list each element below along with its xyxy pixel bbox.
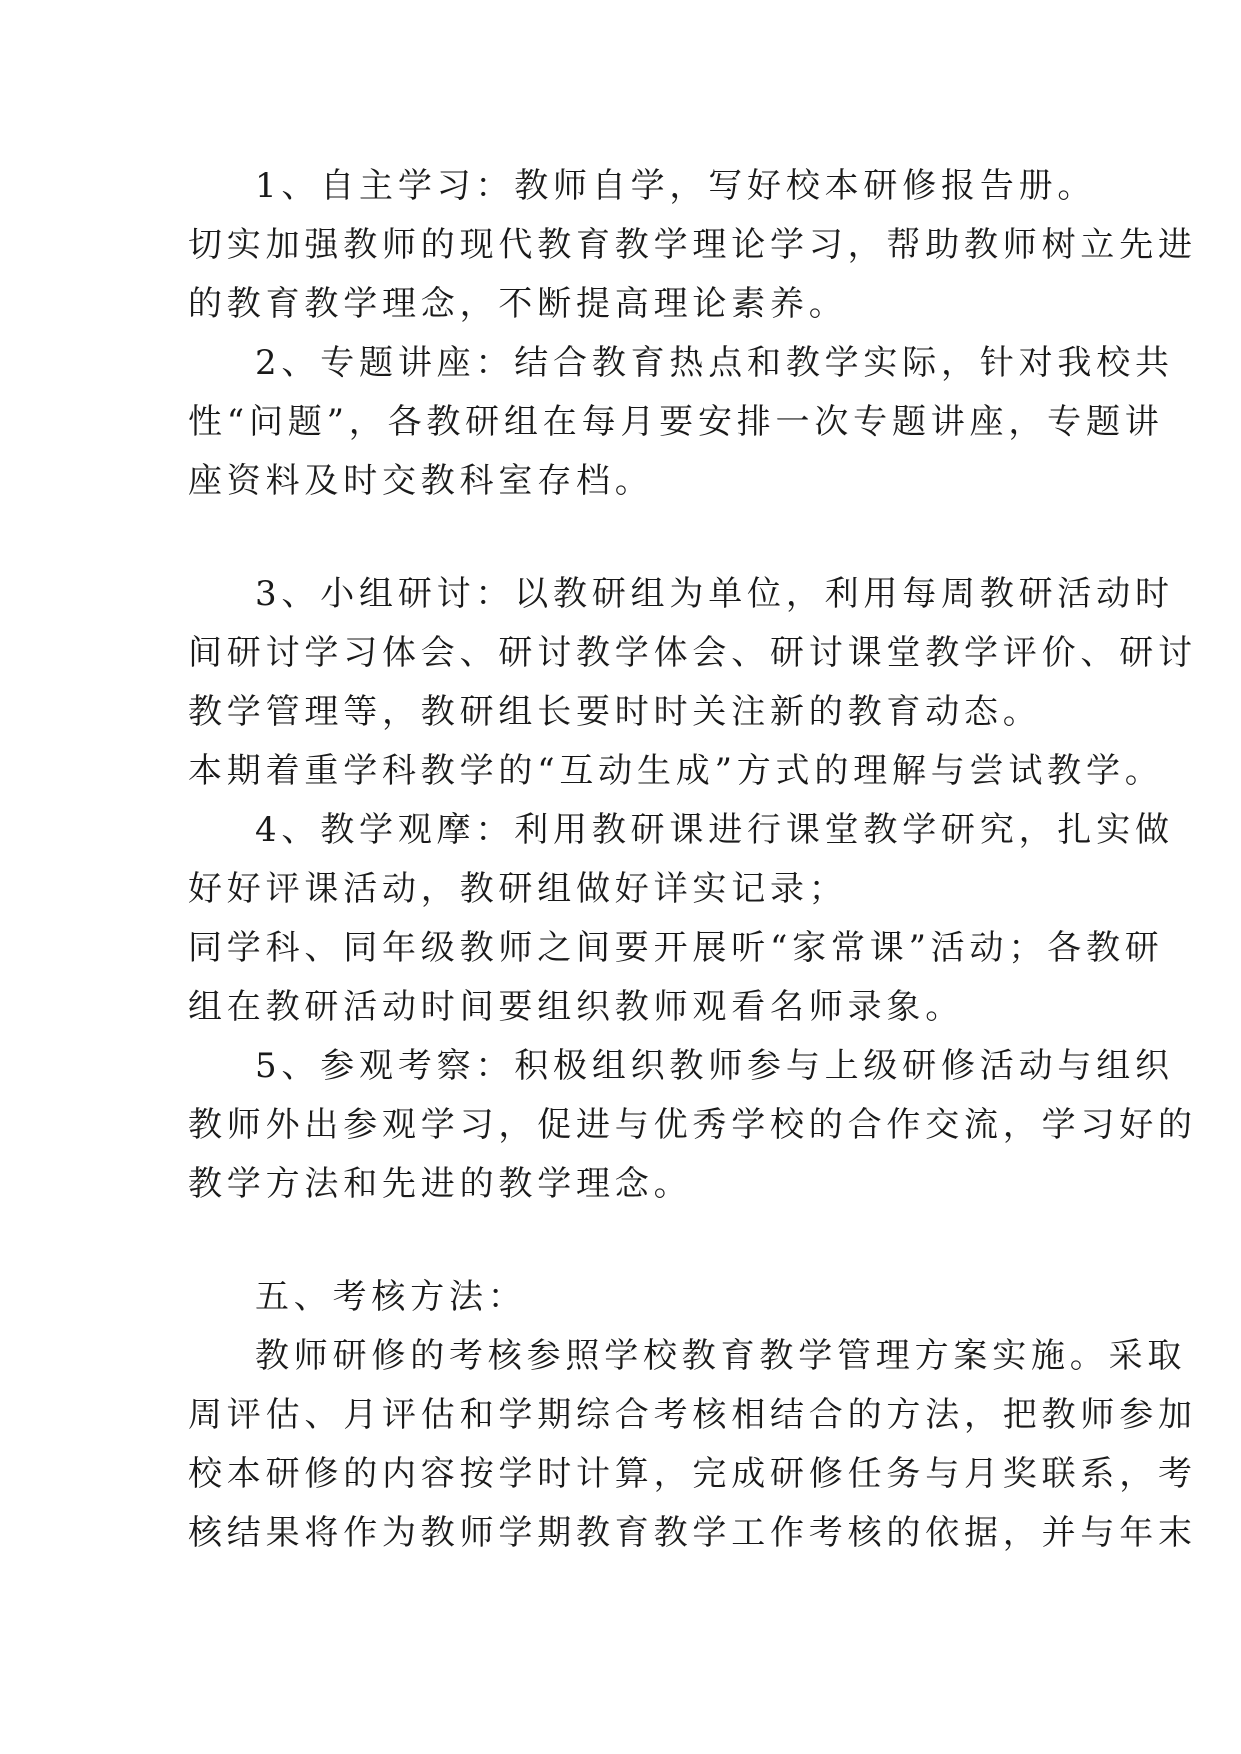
text-line: 5、参观考察：积极组织教师参与上级研修活动与组织: [255, 1046, 1174, 1086]
text-line: 切实加强教师的现代教育教学理论学习，帮助教师树立先进: [188, 225, 1197, 265]
text-line: 教师外出参观学习，促进与优秀学校的合作交流，学习好的: [188, 1105, 1197, 1145]
section-heading: 五、考核方法：: [255, 1277, 527, 1317]
text-line: 2、专题讲座：结合教育热点和教学实际，针对我校共: [255, 343, 1174, 383]
text-line: 的教育教学理念，不断提高理论素养。: [188, 284, 848, 324]
text-line: 同学科、同年级教师之间要开展听“家常课”活动；各教研: [188, 928, 1164, 968]
text-line: 本期着重学科教学的“互动生成”方式的理解与尝试教学。: [188, 751, 1164, 791]
text-line: 4、教学观摩：利用教研课进行课堂教学研究，扎实做: [255, 810, 1174, 850]
text-line: 组在教研活动时间要组织教师观看名师录象。: [188, 987, 964, 1027]
text-line: 核结果将作为教师学期教育教学工作考核的依据，并与年末: [188, 1513, 1197, 1553]
text-line: 周评估、月评估和学期综合考核相结合的方法，把教师参加: [188, 1395, 1197, 1435]
text-line: 教学管理等，教研组长要时时关注新的教育动态。: [188, 692, 1042, 732]
text-line: 1、自主学习：教师自学，写好校本研修报告册。: [255, 166, 1097, 206]
text-line: 性“问题”，各教研组在每月要安排一次专题讲座，专题讲: [188, 402, 1164, 442]
text-line: 教学方法和先进的教学理念。: [188, 1164, 693, 1204]
text-line: 教师研修的考核参照学校教育教学管理方案实施。采取: [255, 1336, 1187, 1376]
text-line: 座资料及时交教科室存档。: [188, 461, 654, 501]
text-line: 间研讨学习体会、研讨教学体会、研讨课堂教学评价、研讨: [188, 633, 1197, 673]
text-line: 好好评课活动，教研组做好详实记录；: [188, 869, 848, 909]
text-line: 校本研修的内容按学时计算，完成研修任务与月奖联系，考: [188, 1454, 1197, 1494]
text-line: 3、小组研讨：以教研组为单位，利用每周教研活动时: [255, 574, 1174, 614]
